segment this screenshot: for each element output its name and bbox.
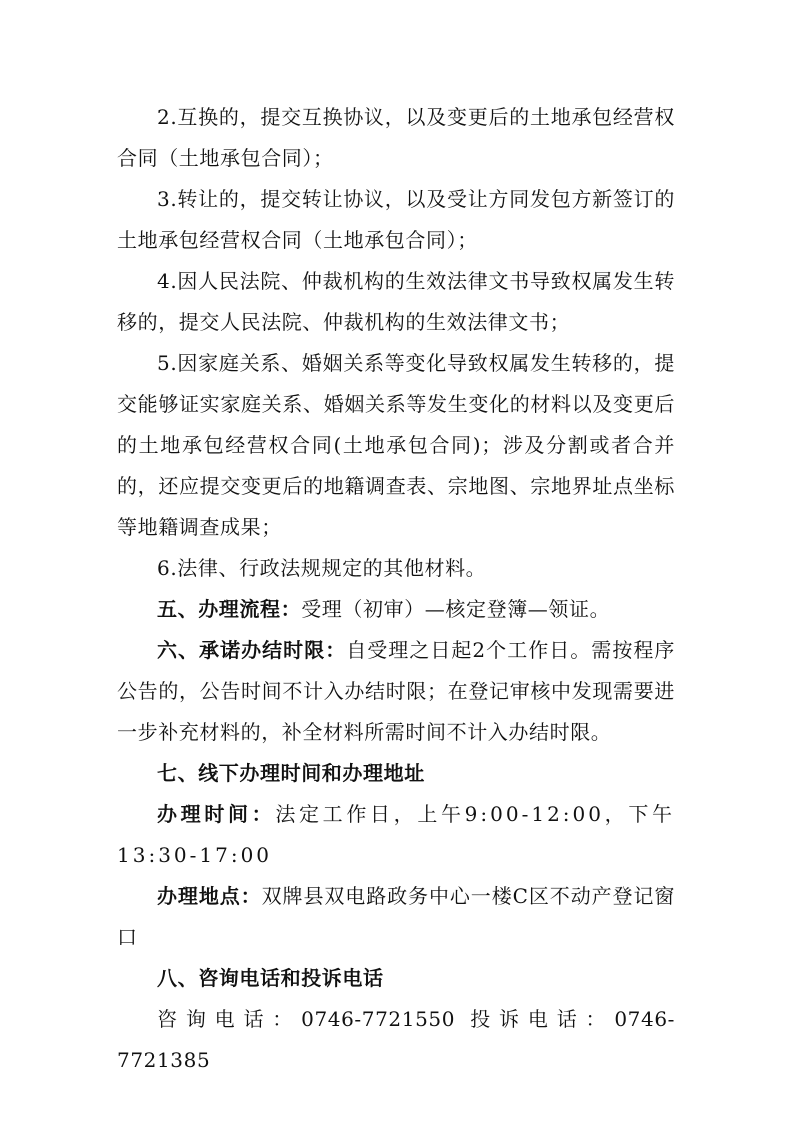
section-8-title: 八、咨询电话和投诉电话	[157, 966, 384, 990]
item-6: 6.法律、行政法规规定的其他材料。	[157, 556, 487, 580]
section-6-text: 自受理之日起2个工作日。需按程序公告的，公告时间不计入办结时限；在登记审核中发现需要进一步补充材料的，补全材料所需时间不计入办结时限。	[117, 638, 675, 744]
section-5-text: 受理（初审）—核定登簿—领证。	[301, 597, 611, 621]
section-6-time-limit	[117, 630, 675, 753]
section-5-process	[117, 589, 675, 630]
office-address-text: 双牌县双电路政务中心一楼C区不动产登记窗口	[117, 884, 675, 949]
section-5-label: 五、办理流程：	[157, 597, 302, 621]
office-hours	[117, 794, 675, 876]
office-hours-label: 办理时间：	[157, 802, 276, 826]
item-4: 4.因人民法院、仲裁机构的生效法律文书导致权属发生转移的，提交人民法院、仲裁机构的生效法律文书；	[117, 269, 675, 334]
document-body	[117, 97, 675, 1081]
office-hours-text: 法定工作日，上午9:00-12:00，下午13:30-17:00	[117, 802, 675, 867]
contact-phones: 咨询电话：0746-7721550 投诉电话：0746-7721385	[117, 1007, 675, 1072]
item-5: 5.因家庭关系、婚姻关系等变化导致权属发生转移的，提交能够证实家庭关系、婚姻关系等发生变化的材料以及变更后的土地承包经营权合同(土地承包合同)；涉及分割或者合并的，还应提交变更后的地籍调查表、宗地图、宗地界址点坐标等地籍调查成果；	[117, 351, 675, 539]
office-address-label: 办理地点：	[157, 884, 262, 908]
item-3: 3.转让的，提交转让协议，以及受让方同发包方新签订的土地承包经营权合同（土地承包合同）；	[117, 187, 675, 252]
office-address	[117, 876, 675, 958]
item-2: 2.互换的，提交互换协议，以及变更后的土地承包经营权合同（土地承包合同）；	[117, 105, 675, 170]
section-6-label: 六、承诺办结时限：	[157, 638, 347, 662]
section-7-title: 七、线下办理时间和办理地址	[157, 761, 425, 785]
